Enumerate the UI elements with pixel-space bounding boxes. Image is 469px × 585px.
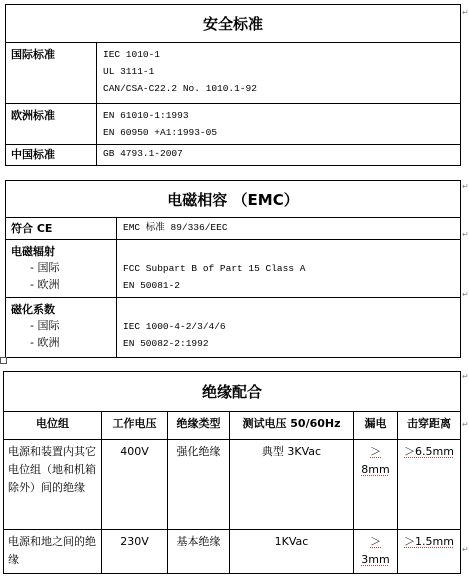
- emc-radiation-intl: - 国际: [30, 261, 60, 274]
- emc-immunity-values: IEC 1000-4-2/3/4/6 EN 50082-2:1992: [117, 298, 461, 358]
- emc-immunity-intl: - 国际: [30, 319, 60, 332]
- col-header-type: 绝缘类型: [168, 412, 230, 440]
- table-row: [4, 530, 461, 574]
- row2-creepage: ＞3mm: [354, 530, 398, 574]
- row-end-mark: ↵: [462, 182, 469, 191]
- insulation-table: [3, 371, 461, 574]
- emc-radiation-values: FCC Subpart B of Part 15 Class A EN 50081-2: [117, 240, 461, 298]
- row1-voltage: 400V: [102, 440, 168, 530]
- emc-radiation-label: 电磁辐射: [11, 245, 55, 258]
- emc-table: [5, 180, 461, 358]
- col-header-voltage: 工作电压: [102, 412, 168, 440]
- safety-value-cn: GB 4793.1-2007: [97, 145, 461, 166]
- row2-group: 电源和地之间的绝缘: [4, 530, 102, 574]
- table-row: [4, 440, 461, 530]
- table-anchor-icon: [0, 357, 7, 364]
- row-end-mark: ↵: [462, 8, 469, 17]
- insulation-title: 绝缘配合: [4, 372, 461, 412]
- row-end-mark: ↵: [462, 290, 469, 299]
- col-header-clearance: 击穿距离: [398, 412, 461, 440]
- row2-voltage: 230V: [102, 530, 168, 574]
- safety-title: 安全标准: [6, 5, 461, 43]
- safety-values-eu: EN 61010-1:1993 EN 60950 +A1:1993-05: [97, 104, 461, 145]
- emc-radiation-cell: [6, 240, 117, 298]
- emc-radiation-eu: - 欧洲: [30, 278, 60, 291]
- row2-test: 1KVac: [230, 530, 354, 574]
- row-end-mark: ↵: [462, 420, 469, 429]
- row-end-mark: ↵: [462, 372, 469, 381]
- safety-values-intl: IEC 1010-1 UL 3111-1 CAN/CSA-C22.2 No. 1010.1-92: [97, 43, 461, 104]
- col-header-test: 测试电压 50/60Hz: [230, 412, 354, 440]
- row1-group: 电源和装置内其它电位组（地和机箱除外）间的绝缘: [4, 440, 102, 530]
- row1-creepage: ＞8mm: [354, 440, 398, 530]
- emc-immunity-eu: - 欧洲: [30, 336, 60, 349]
- row-end-mark: ↵: [462, 545, 469, 554]
- col-header-creepage: 漏电: [354, 412, 398, 440]
- row1-test: 典型 3KVac: [230, 440, 354, 530]
- row1-clearance: ＞6.5mm: [398, 440, 461, 530]
- emc-immunity-cell: [6, 298, 117, 358]
- safety-standards-table: [5, 4, 461, 166]
- emc-title: 电磁相容 （EMC）: [6, 181, 461, 218]
- row2-type: 基本绝缘: [168, 530, 230, 574]
- safety-label-cn: 中国标准: [6, 145, 97, 166]
- safety-label-eu: 欧洲标准: [6, 104, 97, 145]
- row2-clearance: ＞1.5mm: [398, 530, 461, 574]
- emc-ce-label: 符合 CE: [6, 218, 117, 240]
- safety-label-intl: 国际标准: [6, 43, 97, 104]
- emc-ce-value: EMC 标准 89/336/EEC: [117, 218, 461, 240]
- row-end-mark: ↵: [462, 230, 469, 239]
- col-header-group: 电位组: [4, 412, 102, 440]
- row1-type: 强化绝缘: [168, 440, 230, 530]
- emc-immunity-label: 磁化系数: [11, 303, 55, 316]
